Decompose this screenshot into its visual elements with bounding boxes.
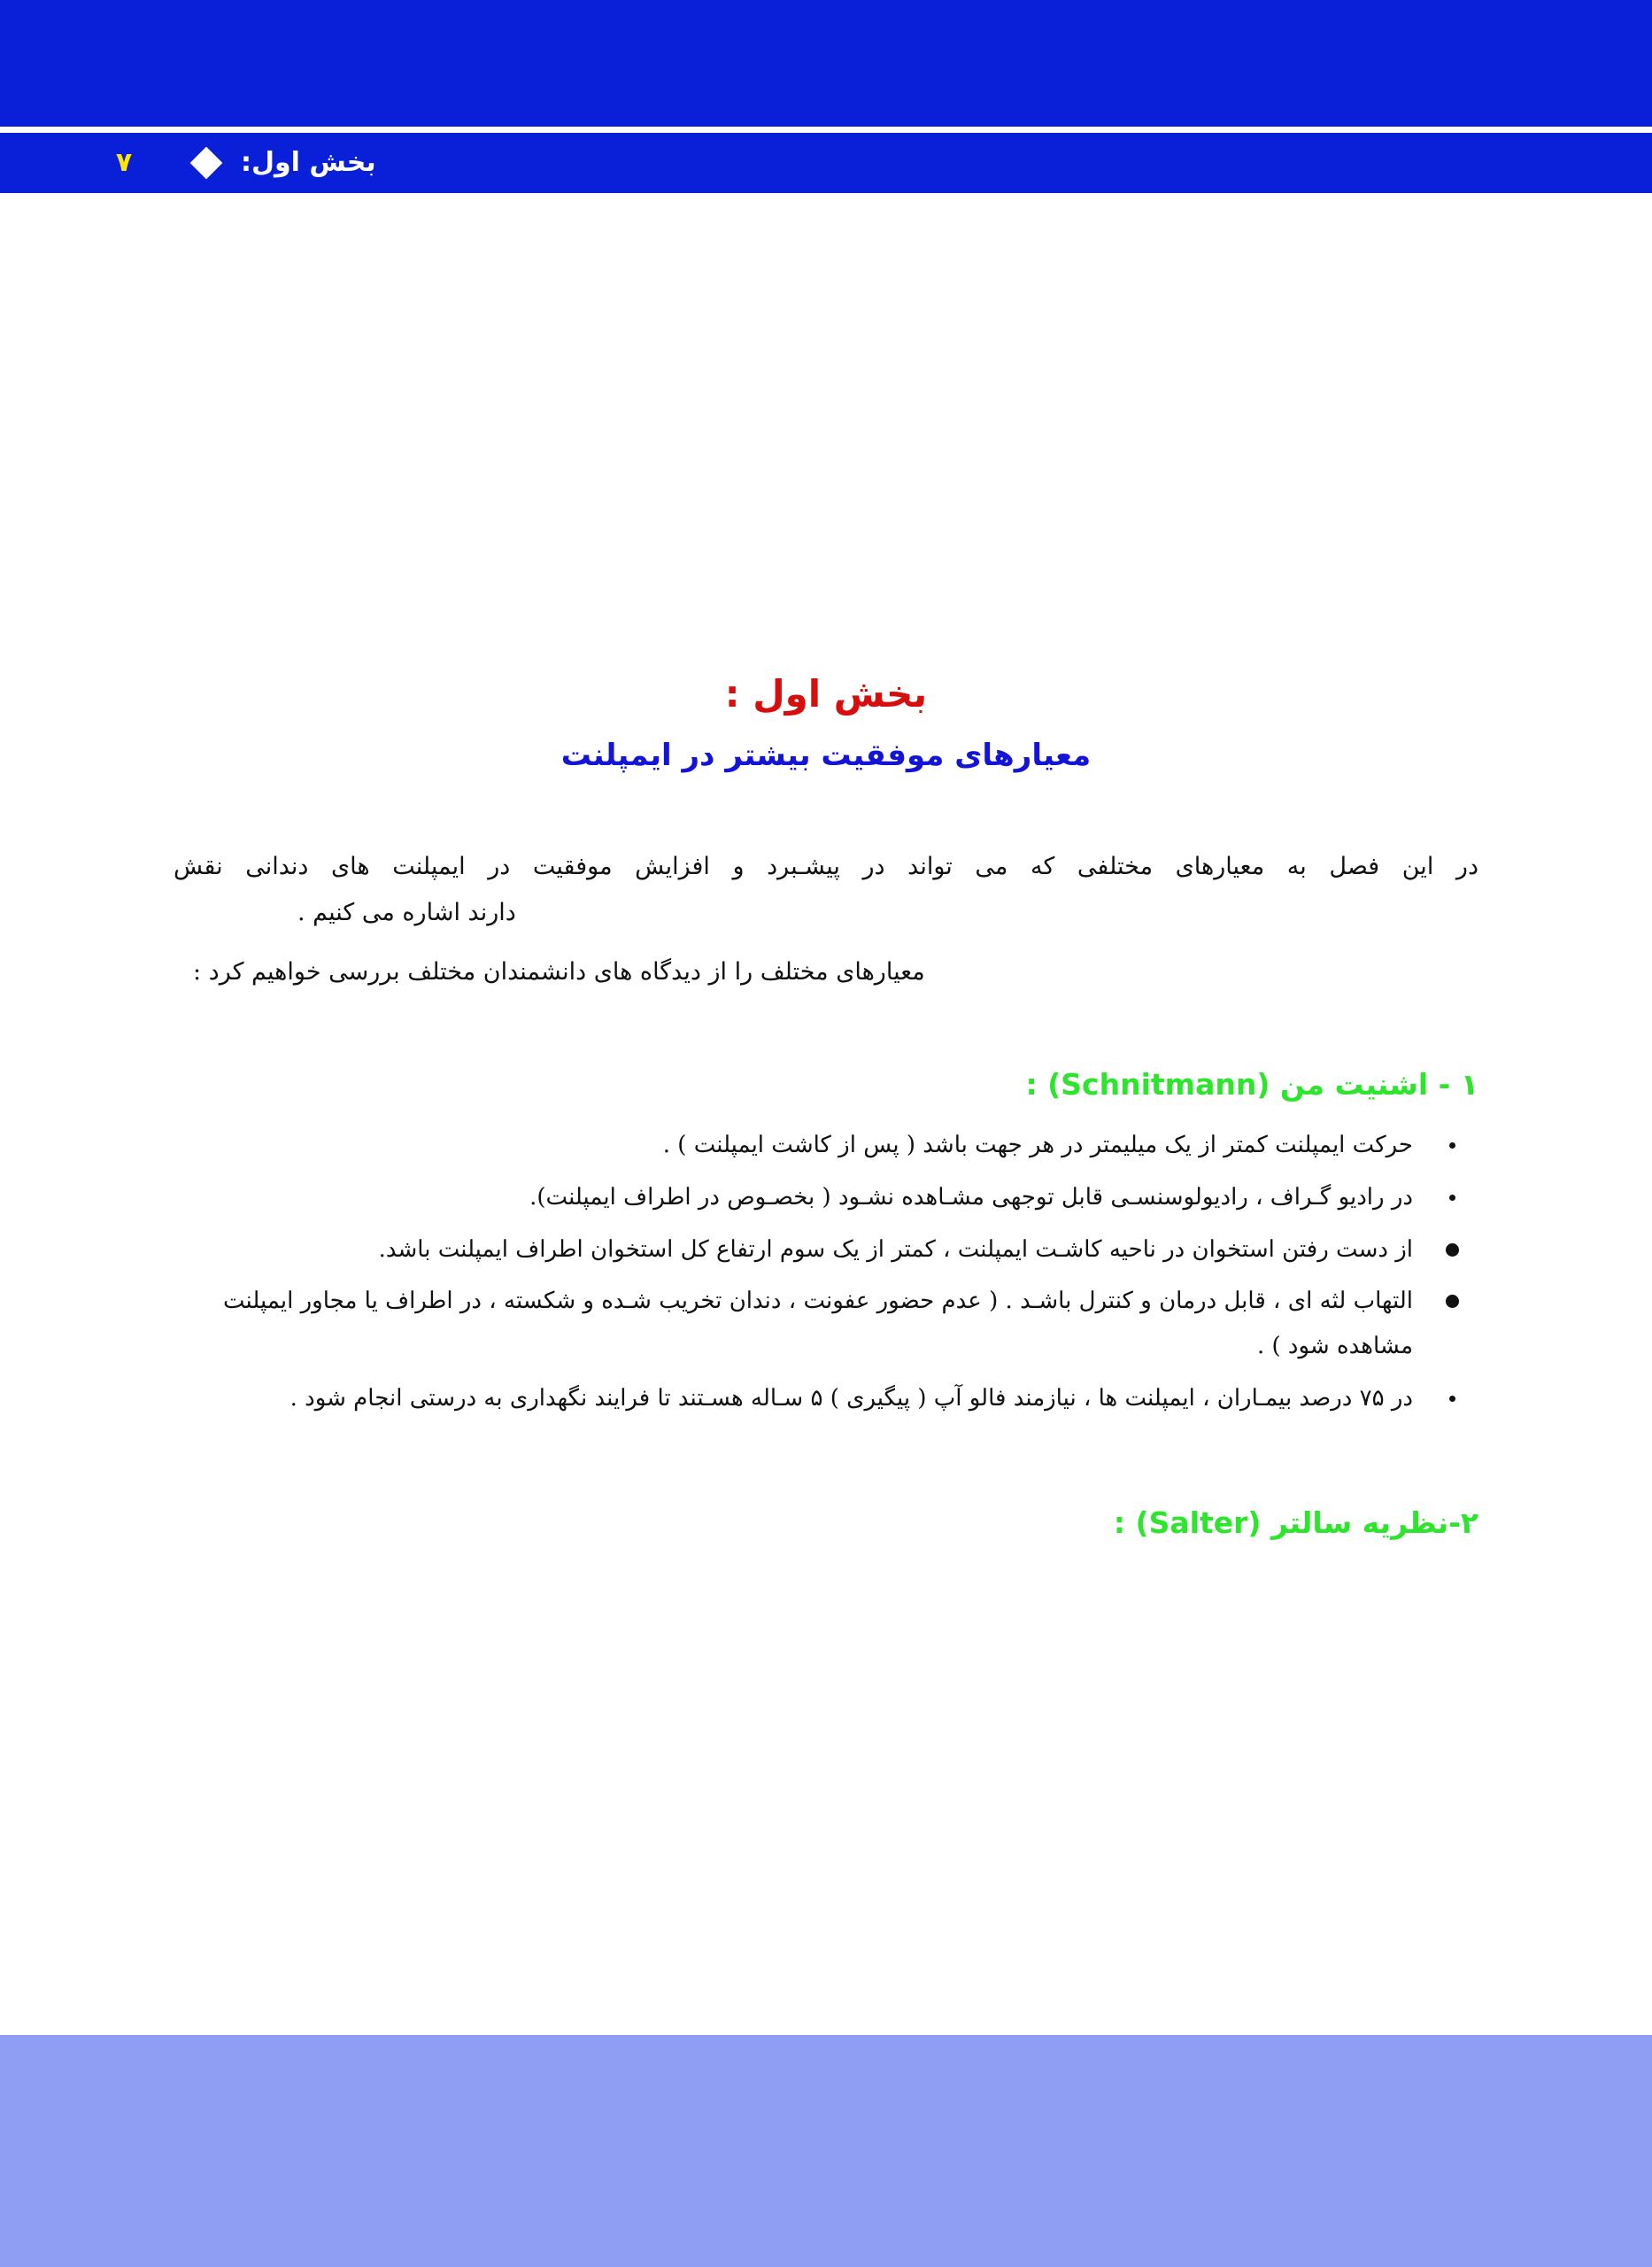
header-bar-content: [0, 133, 1652, 193]
list-item-text: از دست رفتن استخوان در ناحیه کاشـت ایمپلنت ، کمتر از یک سوم ارتفاع کل استخوان اطراف ایمپلنت باشد.: [378, 1235, 1413, 1263]
diamond-icon: [190, 147, 223, 180]
list-item-text: در ۷۵ درصد بیمـاران ، ایمپلنت ها ، نیازمند فالو آپ ( پیگیری ) ۵ سـاله هسـتند تا فرایند نگهداری به درستی انجام شود .: [289, 1384, 1413, 1412]
list-item-text: در رادیو گـراف ، رادیولوسنسـی قابل توجهی مشـاهده نشـود ( بخصـوص در اطراف ایمپلنت).: [529, 1183, 1413, 1211]
header-divider-rule: [0, 127, 1652, 133]
list-item: [174, 1376, 1478, 1421]
bullet-marker-icon: [1446, 1243, 1459, 1257]
list-item: [174, 1123, 1478, 1168]
header-bar: [0, 133, 1652, 193]
section-heading-schnitmann: ۱ - اشنیت من (Schnitmann) :: [1025, 1066, 1478, 1102]
page-title: [174, 671, 1478, 775]
page-number: ۷: [115, 147, 133, 178]
header-top-block: [0, 0, 1652, 127]
list-item-text: التهاب لثه ای ، قابل درمان و کنترل باشـد . ( عدم حضور عفونت ، دندان تخریب شـده و شکسته ، در اطراف یا مجاور ایمپلنت مشاهده شود ) .: [223, 1288, 1413, 1359]
section-heading-salter: ۲-نظریه سالتر (Salter) :: [1113, 1505, 1478, 1541]
list-item: [174, 1279, 1478, 1368]
page-content: [0, 193, 1652, 2035]
intro-line-2: دارند اشاره می کنیم .: [297, 899, 516, 927]
bullet-marker-icon: [1449, 1142, 1455, 1149]
criteria-list-schnitmann: [174, 1123, 1478, 1420]
page-title-sub: معیارهای موفقیت بیشتر در ایمپلنت: [560, 737, 1092, 773]
bullet-marker-icon: [1446, 1295, 1459, 1308]
page-title-main: بخش اول :: [724, 672, 928, 716]
footer-band: [0, 2035, 1652, 2267]
list-item: [174, 1175, 1478, 1220]
bullet-marker-icon: [1449, 1195, 1455, 1201]
list-item: [174, 1227, 1478, 1273]
bullet-marker-icon: [1449, 1396, 1455, 1402]
intro-paragraph: [174, 844, 1478, 996]
list-item-text: حرکت ایمپلنت کمتر از یک میلیمتر در هر جهت باشد ( پس از کاشت ایمپلنت ) .: [662, 1132, 1413, 1159]
intro-line-1: در این فصل به معیارهای مختلفی که می تواند در پیشـبرد و افزایش موفقیت در ایمپلنت های دندانی نقش: [174, 852, 1478, 880]
intro-line-3: معیارهای مختلف را از دیدگاه های دانشمندان مختلف بررسی خواهیم کرد :: [193, 957, 925, 986]
header-section-title: بخش اول:: [241, 147, 376, 178]
